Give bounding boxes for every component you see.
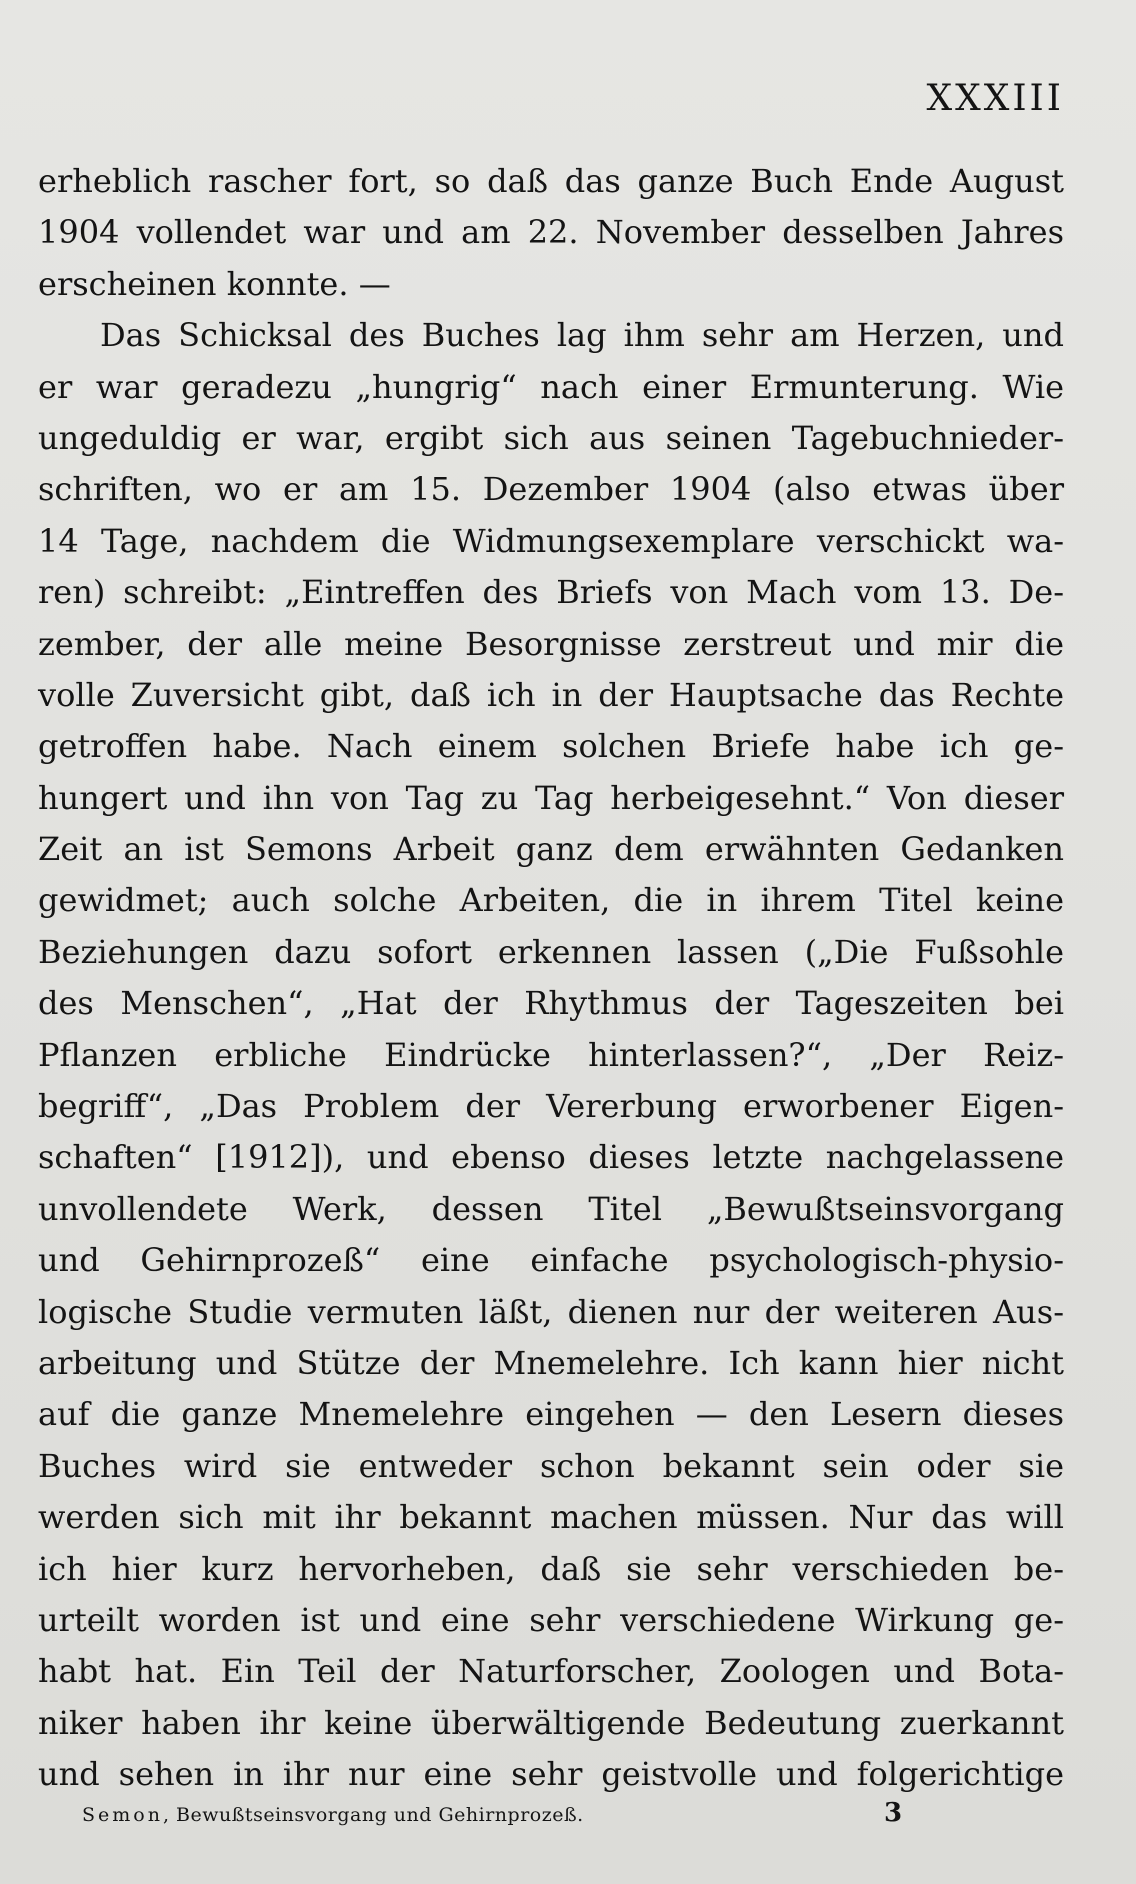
- text-line: Pflanzen erbliche Eindrücke hinterlassen?“, „Der Reiz-: [38, 1035, 1064, 1074]
- text-line: erscheinen konnte. —: [38, 264, 391, 303]
- footer-running-title: [82, 1804, 584, 1826]
- text-line: unvollendete Werk, dessen Titel „Bewußtseinsvorgang: [38, 1189, 1064, 1228]
- text-line: hungert und ihn von Tag zu Tag herbeigesehnt.“ Von dieser: [38, 778, 1064, 817]
- text-line: werden sich mit ihr bekannt machen müssen. Nur das will: [38, 1498, 1064, 1537]
- text-line: Beziehungen dazu sofort erkennen lassen („Die Fußsohle: [38, 932, 1064, 971]
- text-line: er war geradezu „hungrig“ nach einer Ermunterung. Wie: [38, 367, 1064, 406]
- text-line: gewidmet; auch solche Arbeiten, die in ihrem Titel keine: [38, 881, 1064, 920]
- footer-author: Semon: [82, 1804, 163, 1826]
- text-line: und Gehirnprozeß“ eine einfache psychologisch-physio-: [38, 1241, 1064, 1280]
- text-line: ren) schreibt: „Eintreffen des Briefs von Mach vom 13. De-: [38, 573, 1064, 612]
- text-line: zember, der alle meine Besorgnisse zerstreut und mir die: [38, 624, 1064, 663]
- text-line: des Menschen“, „Hat der Rhythmus der Tageszeiten bei: [38, 984, 1064, 1023]
- text-line: niker haben ihr keine überwältigende Bedeutung zuerkannt: [38, 1703, 1064, 1742]
- text-line: habt hat. Ein Teil der Naturforscher, Zoologen und Bota-: [38, 1652, 1064, 1691]
- text-line: schriften, wo er am 15. Dezember 1904 (also etwas über: [38, 470, 1064, 509]
- text-line: ungeduldig er war, ergibt sich aus seinen Tagebuchnieder-: [38, 418, 1064, 457]
- page-number: XXXIII: [926, 78, 1064, 119]
- signature-mark: 3: [884, 1798, 903, 1828]
- text-line: urteilt worden ist und eine sehr verschiedene Wirkung ge-: [38, 1600, 1064, 1639]
- body-text: [38, 156, 1064, 1801]
- text-line: arbeitung und Stütze der Mnemelehre. Ich kann hier nicht: [38, 1343, 1064, 1382]
- text-line: begriff“, „Das Problem der Vererbung erworbener Eigen-: [38, 1087, 1064, 1126]
- text-line: Buches wird sie entweder schon bekannt sein oder sie: [38, 1446, 1064, 1485]
- footer-title: , Bewußtseinsvorgang und Gehirnprozeß.: [162, 1804, 584, 1826]
- text-line: 14 Tage, nachdem die Widmungsexemplare verschickt wa-: [38, 521, 1064, 560]
- text-line: schaften“ [1912]), und ebenso dieses letzte nachgelassene: [38, 1138, 1064, 1177]
- text-line: ich hier kurz hervorheben, daß sie sehr verschieden be-: [38, 1549, 1064, 1588]
- text-line: volle Zuversicht gibt, daß ich in der Hauptsache das Rechte: [38, 675, 1064, 714]
- text-line: erheblich rascher fort, so daß das ganze Buch Ende August: [38, 162, 1064, 200]
- text-line: Zeit an ist Semons Arbeit ganz dem erwähnten Gedanken: [38, 830, 1064, 869]
- text-line: und sehen in ihr nur eine sehr geistvolle und folgerichtige: [38, 1755, 1064, 1794]
- text-line: logische Studie vermuten läßt, dienen nur der weiteren Aus-: [38, 1292, 1064, 1331]
- text-line: auf die ganze Mnemelehre eingehen — den Lesern dieses: [38, 1395, 1064, 1434]
- text-line: 1904 vollendet war und am 22. November desselben Jahres: [38, 213, 1064, 252]
- text-line: getroffen habe. Nach einem solchen Briefe habe ich ge-: [38, 727, 1064, 766]
- text-line: Das Schicksal des Buches lag ihm sehr am Herzen, und: [100, 316, 1064, 355]
